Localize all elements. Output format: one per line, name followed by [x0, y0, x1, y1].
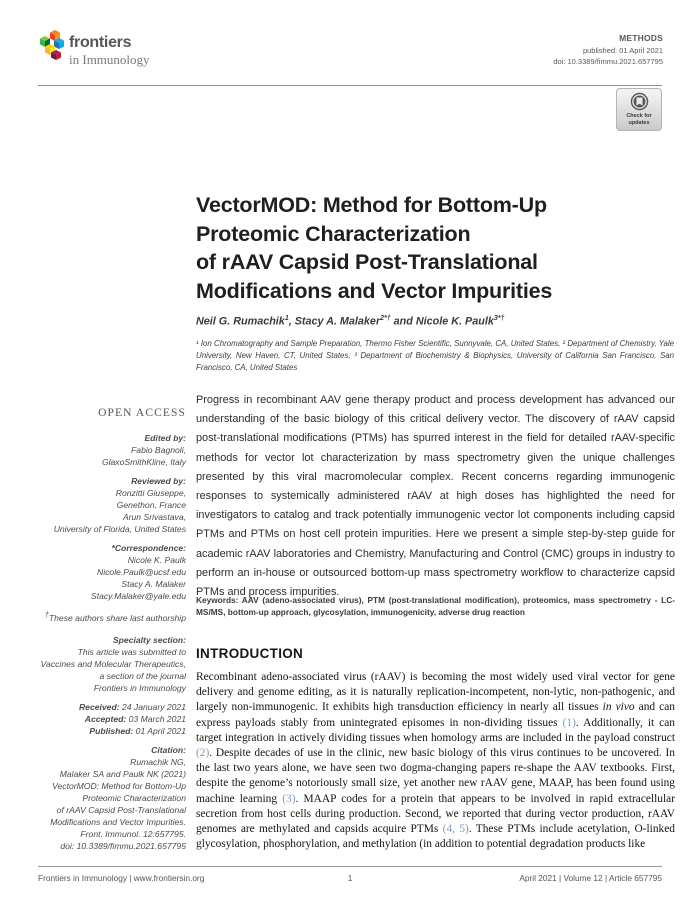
- citation-label: Citation:: [151, 744, 186, 755]
- reviewed-by-label: Reviewed by:: [131, 476, 186, 486]
- footer-page-number: 1: [347, 873, 353, 883]
- published-date: published: 01 April 2021: [582, 45, 663, 55]
- correspondence-email-link[interactable]: Nicole.Paulk@ucsf.edu: [97, 567, 186, 577]
- header-divider: [38, 85, 662, 86]
- citation-ref-1[interactable]: (1): [562, 716, 576, 729]
- check-for-updates-badge[interactable]: [616, 88, 662, 131]
- article-info-sidebar: [30, 407, 186, 859]
- citation-ref-3[interactable]: (3): [282, 792, 296, 805]
- introduction-paragraph: Recombinant adeno-associated virus (rAAV) is becoming the most widely used viral vector for gene delivery and genome editing, as it is naturally replication-incompetent, non-lytic, non-pathogenic, and largely non-immunogenic. It exhibits high transduction efficiency in nearly all tissues in vivo and can express payloads stably from unintegrated episomes in non-dividing tissues (1). Additionally, it can target integration in actively dividing tissues when homology arms are included in the payload construct (2). Despite decades of use in the clinic, new basic biology of this virus continues to be uncovered. In the last two years alone, we have seen two dogma-changing papers re-shape the AAV textbooks. First, despite the genome’s notoriously small size, yet another new rAAV gene, MAAP, has been found using machine learning (3). MAAP codes for a protein that appears to be involved in rapid extracellular secretion from host cells during production. Second, we reported that during vector production, rAAV genomes are methylated and capsids acquire PTMs (4, 5). These PTMs include acetylation, O-linked glycosylation, phosphorylation, and methylation (in addition to potential degradation products like: [196, 671, 675, 851]
- author-list: Neil G. Rumachik$^1$, Stacy A. Malaker$^{2*\dagger}$ and Nicole K. Paulk$^{3*\dagger}$: [196, 315, 505, 328]
- frontiers-cubes-icon: [38, 28, 64, 62]
- footer-issue-info: April 2021 | Volume 12 | Article 657795: [519, 873, 662, 883]
- header-meta: [553, 33, 663, 66]
- citation-block: [30, 744, 186, 852]
- keywords-line: Keywords: AAV (adeno-associated virus), PTM (post-translational modification), proteomics, mass spectrometry - LC-MS/MS, bottom-up approach, glycosylation, immunogenicity, adverse drug reaction: [196, 595, 675, 617]
- affiliations: ¹ Ion Chromatography and Sample Preparation, Thermo Fisher Scientific, Sunnyvale, CA, United States, ² Department of Chemistry, Yale University, New Haven, CT, United States, ³ Department of Biochemistry & Biophysics, University of California San Francisco, San Francisco, CA, United States: [196, 339, 674, 373]
- citation-doi-link[interactable]: doi: 10.3389/fimmu.2021.657795: [60, 840, 186, 851]
- specialty-section-label: Specialty section:: [112, 634, 186, 645]
- citation-line: VectorMOD: Method for Bottom-Up: [52, 780, 186, 791]
- author-name: Nicole K. Paulk: [415, 315, 494, 328]
- correspondence-email-link[interactable]: Stacy.Malaker@yale.edu: [90, 591, 186, 601]
- citation-line: Modifications and Vector Impurities.: [50, 816, 186, 827]
- specialty-line: This article was submitted to: [77, 646, 186, 657]
- reviewer-name: Arun Srivastava,: [122, 512, 186, 522]
- editor-affiliation: GlaxoSmithKline, Italy: [101, 457, 186, 467]
- reviewer-affiliation: Genethon, France: [116, 500, 186, 510]
- article-title: VectorMOD: Method for Bottom-Up Proteomic Characterization of rAAV Capsid Post-Translational Modifications and Vector Impurities: [196, 193, 553, 303]
- correspondence-block: [30, 542, 186, 602]
- citation-ref-4-5[interactable]: (4, 5): [442, 823, 469, 836]
- citation-line: Malaker SA and Paulk NK (2021): [59, 768, 186, 779]
- abstract-text: Progress in recombinant AAV gene therapy product and process development has advanced our understanding of the basic biology of this critical delivery vector. The discovery of rAAV capsid post-translational modifications (PTMs) has spurred interest in the field for detailed rAAV-specific methods for vector lot characterization by mass spectrometry given the unique challenges presented by this viral macromolecular complex. Recent concerns regarding immunogenic responses to systemically administered rAAV at high doses has highlighted the need for investigators to catalog and track potentially immunogenic vector lot components including capsid PTMs and PTMs on host cell protein impurities. Here we present a simple step-by-step guide for academic rAAV laboratories and Chemistry, Manufacturing and Control (CMC) groups in industry to perform an in-house or outsourced bottom-up mass spectrometry workflow to characterize capsid PTMs and process impurities.: [196, 394, 675, 599]
- crossmark-icon: [630, 92, 649, 111]
- edited-by-label: Edited by:: [144, 433, 186, 443]
- correspondence-name: Nicole K. Paulk: [127, 555, 186, 565]
- correspondence-name: Stacy A. Malaker: [121, 579, 186, 589]
- reviewer-affiliation: University of Florida, United States: [53, 524, 186, 534]
- citation-line: of rAAV Capsid Post-Translational: [56, 804, 186, 815]
- footer-divider: [38, 866, 662, 867]
- frontiers-logo: [38, 28, 150, 68]
- specialty-line: Frontiers in Immunology: [93, 682, 186, 693]
- check-for-updates-label: Check for updates: [626, 113, 652, 126]
- latin-term: in vivo: [602, 701, 635, 714]
- footer-journal-url[interactable]: Frontiers in Immunology | www.frontiersin.org: [38, 873, 205, 883]
- doi-link[interactable]: doi: 10.3389/fimmu.2021.657795: [553, 57, 663, 66]
- author-affil-marker: 2*†: [380, 315, 391, 322]
- citation-line: Front. Immunol. 12:657795.: [80, 828, 186, 839]
- citation-ref-2[interactable]: (2): [196, 747, 210, 760]
- specialty-line: Vaccines and Molecular Therapeutics,: [40, 658, 186, 669]
- author-affil-marker: 3*†: [493, 315, 505, 322]
- accepted-date: Accepted: 03 March 2021: [84, 713, 186, 724]
- dates-block: [30, 701, 186, 737]
- correspondence-label: *Correspondence:: [111, 543, 186, 553]
- author-affil-marker: 1: [284, 315, 289, 322]
- specialty-line: a section of the journal: [99, 670, 186, 681]
- editor-name: Fabio Bagnoli,: [131, 445, 186, 455]
- edited-by-block: [30, 432, 186, 468]
- published-date: Published: 01 April 2021: [89, 725, 186, 736]
- received-date: Received: 24 January 2021: [78, 701, 186, 712]
- citation-line: Rumachik NG,: [130, 756, 186, 767]
- open-access-label: OPEN ACCESS: [98, 407, 186, 419]
- journal-name: in Immunology: [69, 52, 150, 67]
- journal-brand-name: frontiers: [69, 34, 132, 51]
- author-name: Stacy A. Malaker: [294, 315, 381, 328]
- author-name: Neil G. Rumachik: [196, 315, 285, 328]
- introduction-heading: INTRODUCTION: [196, 646, 304, 661]
- specialty-section-block: [30, 634, 186, 694]
- article-type-label: METHODS: [619, 33, 663, 43]
- shared-authorship-note: †These authors share last authorship: [44, 611, 186, 623]
- citation-line: Proteomic Characterization: [82, 792, 186, 803]
- reviewer-name: Ronzitti Giuseppe,: [115, 488, 186, 498]
- reviewed-by-block: [30, 475, 186, 535]
